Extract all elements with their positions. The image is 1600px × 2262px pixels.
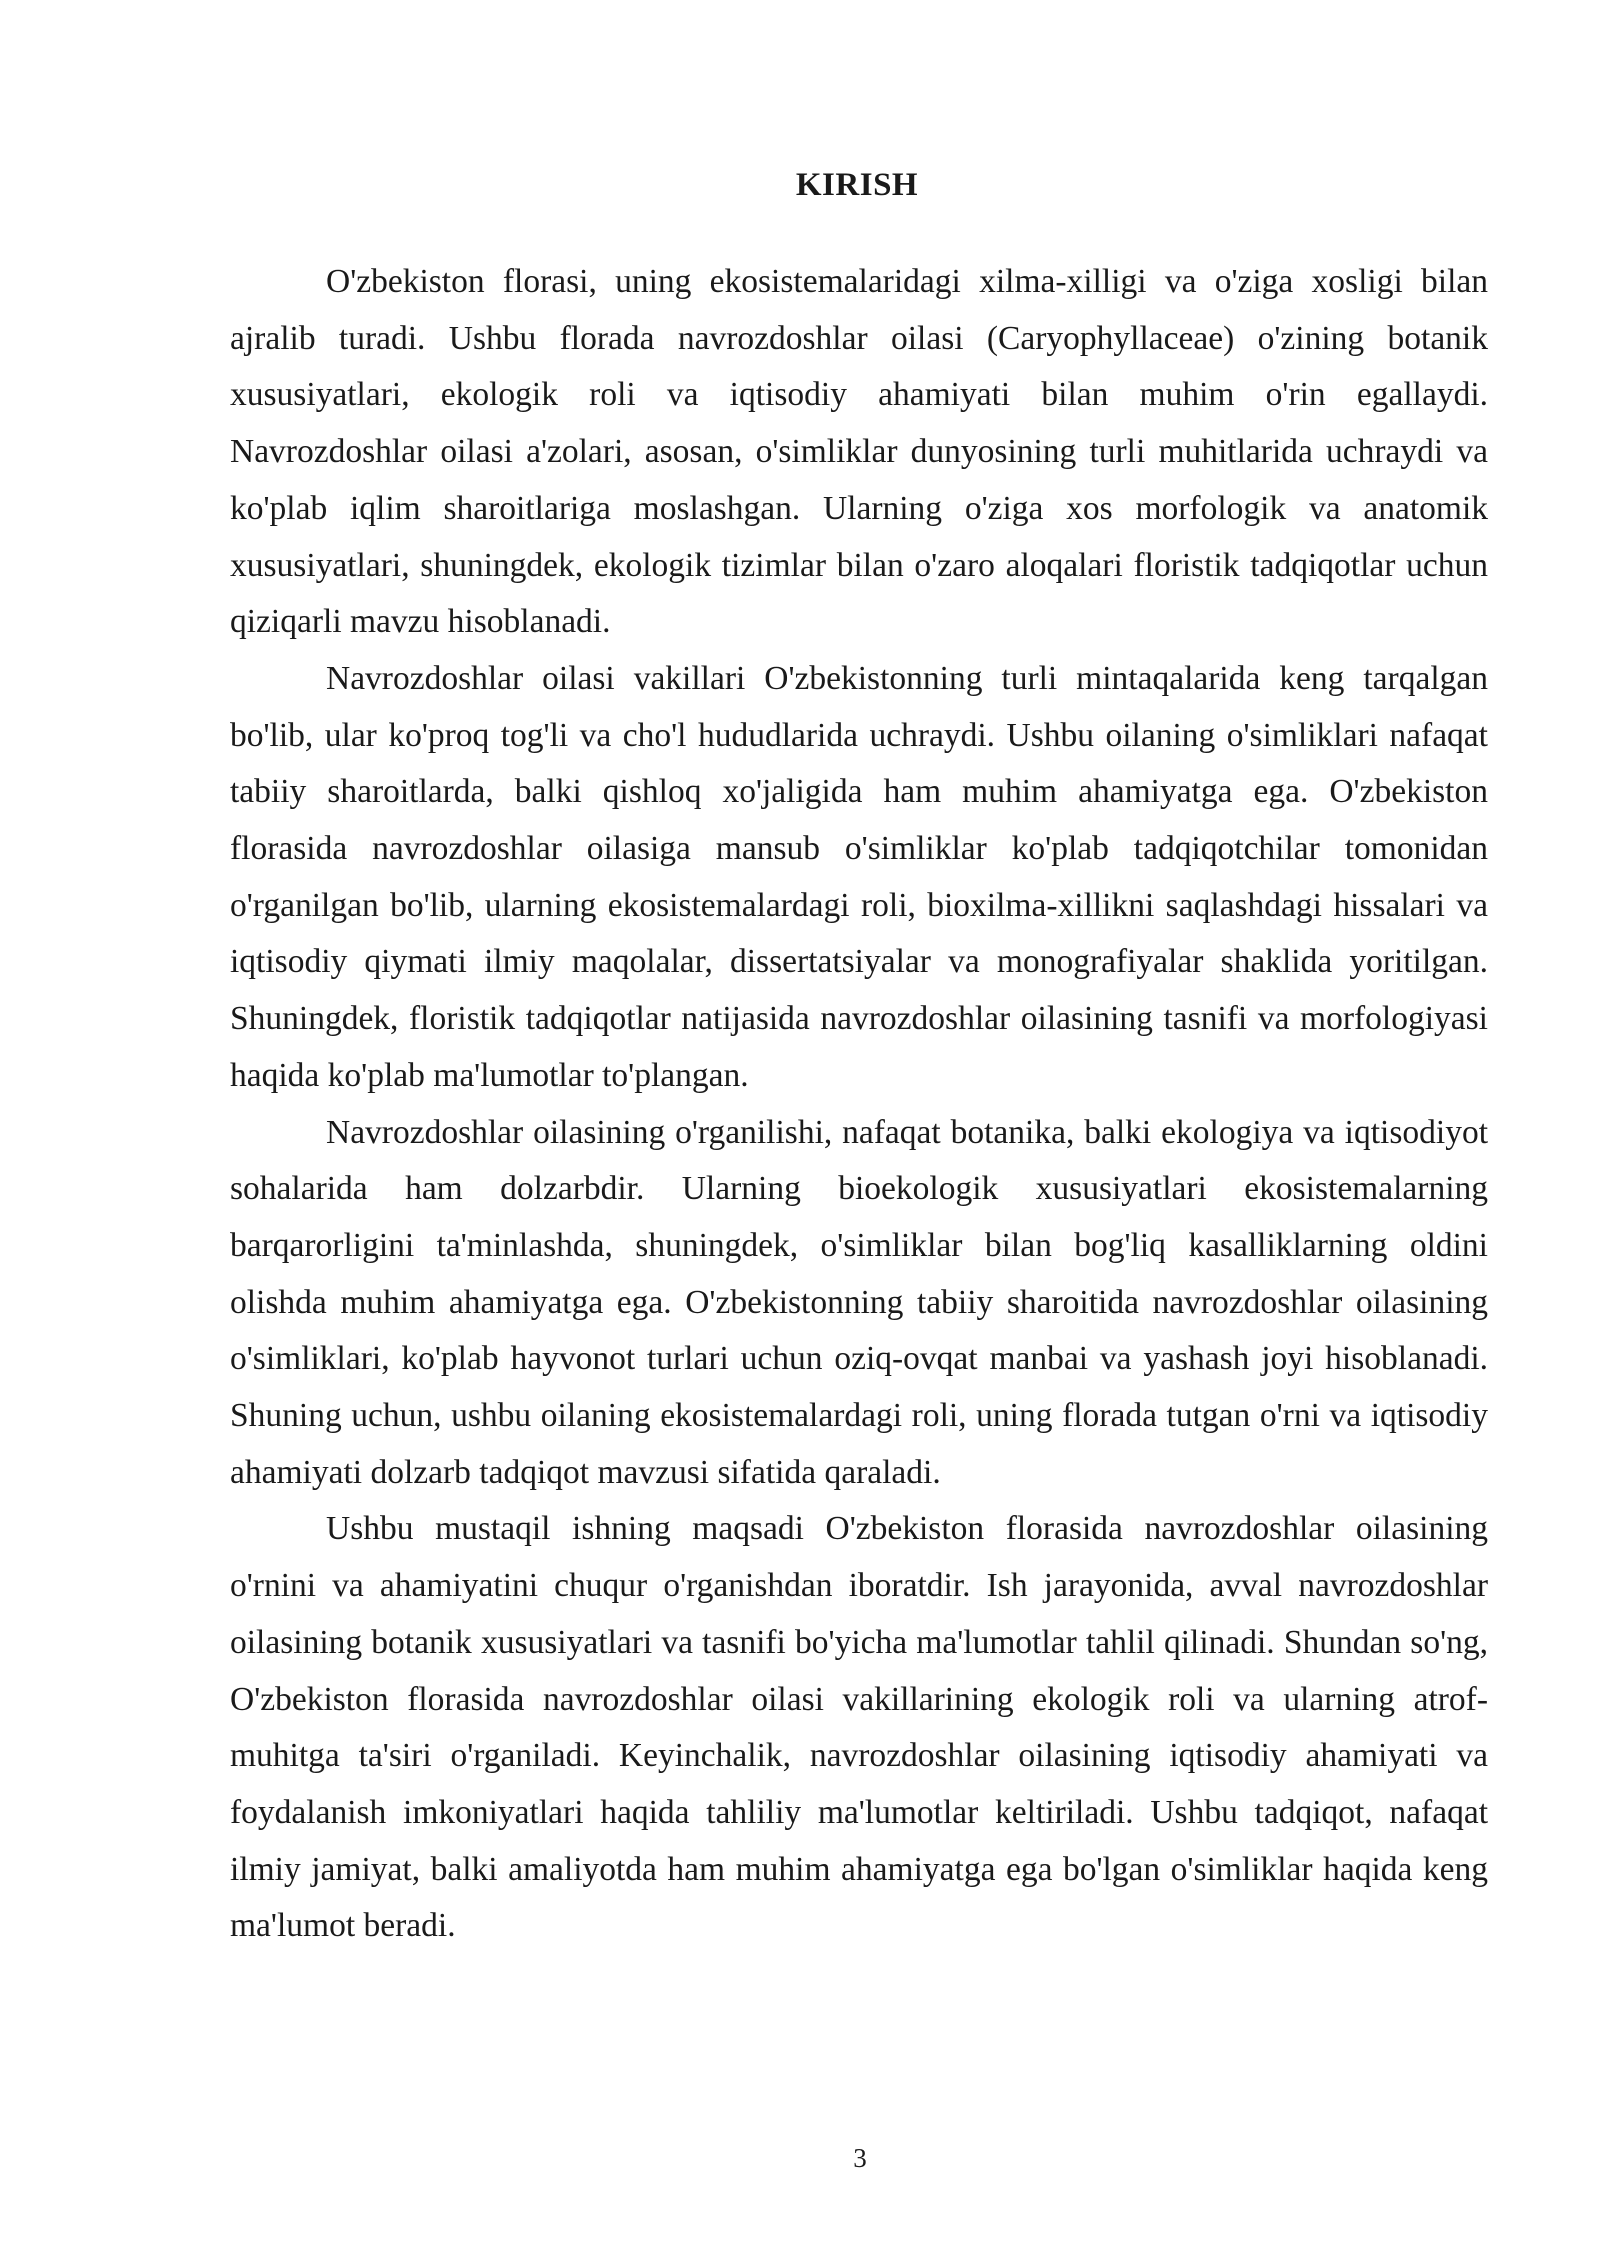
paragraph: O'zbekiston florasi, uning ekosistemalaridagi xilma-xilligi va o'ziga xosligi bilan ajralib turadi. Ushbu florada navrozdoshlar oilasi (Caryophyllaceae) o'zining botanik xususiyatlari, ekologik roli va iqtisodiy ahamiyati bilan muhim o'rin egallaydi. Navrozdoshlar oilasi a'zolari, asosan, o'simliklar dunyosining turli muhitlarida uchraydi va ko'plab iqlim sharoitlariga moslashgan. Ularning o'ziga xos morfologik va anatomik xususiyatlari, shuningdek, ekologik tizimlar bilan o'zaro aloqalari floristik tadqiqotlar uchun qiziqarli mavzu hisoblanadi. [230,263,1488,641]
paragraph: Navrozdoshlar oilasi vakillari O'zbekistonning turli mintaqalarida keng tarqalgan bo'lib, ular ko'proq tog'li va cho'l hududlarida uchraydi. Ushbu oilaning o'simliklari nafaqat tabiiy sharoitlarda, balki qishloq xo'jaligida ham muhim ahamiyatga ega. O'zbekiston florasida navrozdoshlar oilasiga mansub o'simliklar ko'plab tadqiqotchilar tomonidan o'rganilgan bo'lib, ularning ekosistemalardagi roli, bioxilma-xillikni saqlashdagi hissalari va iqtisodiy qiymati ilmiy maqolalar, dissertatsiyalar va monografiyalar shaklida yoritilgan. Shuningdek, floristik tadqiqotlar natijasida navrozdoshlar oilasining tasnifi va morfologiyasi haqida ko'plab ma'lumotlar to'plangan. [230,659,1488,1094]
body-text [230,254,1488,1955]
paragraph: Navrozdoshlar oilasining o'rganilishi, nafaqat botanika, balki ekologiya va iqtisodiyot sohalarida ham dolzarbdir. Ularning bioekologik xususiyatlari ekosistemalarning barqarorligini ta'minlashda, shuningdek, o'simliklar bilan bog'liq kasalliklarning oldini olishda muhim ahamiyatga ega. O'zbekistonning tabiiy sharoitida navrozdoshlar oilasining o'simliklari, ko'plab hayvonot turlari uchun oziq-ovqat manbai va yashash joyi hisoblanadi. Shuning uchun, ushbu oilaning ekosistemalardagi roli, uning florada tutgan o'rni va iqtisodiy ahamiyati dolzarb tadqiqot mavzusi sifatida qaraladi. [230,1113,1488,1491]
page-number: 3 [853,2143,867,2173]
paragraph: Ushbu mustaqil ishning maqsadi O'zbekiston florasida navrozdoshlar oilasining o'rnini va ahamiyatini chuqur o'rganishdan iboratdir. Ish jarayonida, avval navrozdoshlar oilasining botanik xususiyatlari va tasnifi bo'yicha ma'lumotlar tahlil qilinadi. Shundan so'ng, O'zbekiston florasida navrozdoshlar oilasi vakillarining ekologik roli va ularning atrof-muhitga ta'siri o'rganiladi. Keyinchalik, navrozdoshlar oilasining iqtisodiy ahamiyati va foydalanish imkoniyatlari haqida tahliliy ma'lumotlar keltiriladi. Ushbu tadqiqot, nafaqat ilmiy jamiyat, balki amaliyotda ham muhim ahamiyatga ega bo'lgan o'simliklar haqida keng ma'lumot beradi. [230,1510,1488,1945]
page-title: KIRISH [795,167,919,203]
